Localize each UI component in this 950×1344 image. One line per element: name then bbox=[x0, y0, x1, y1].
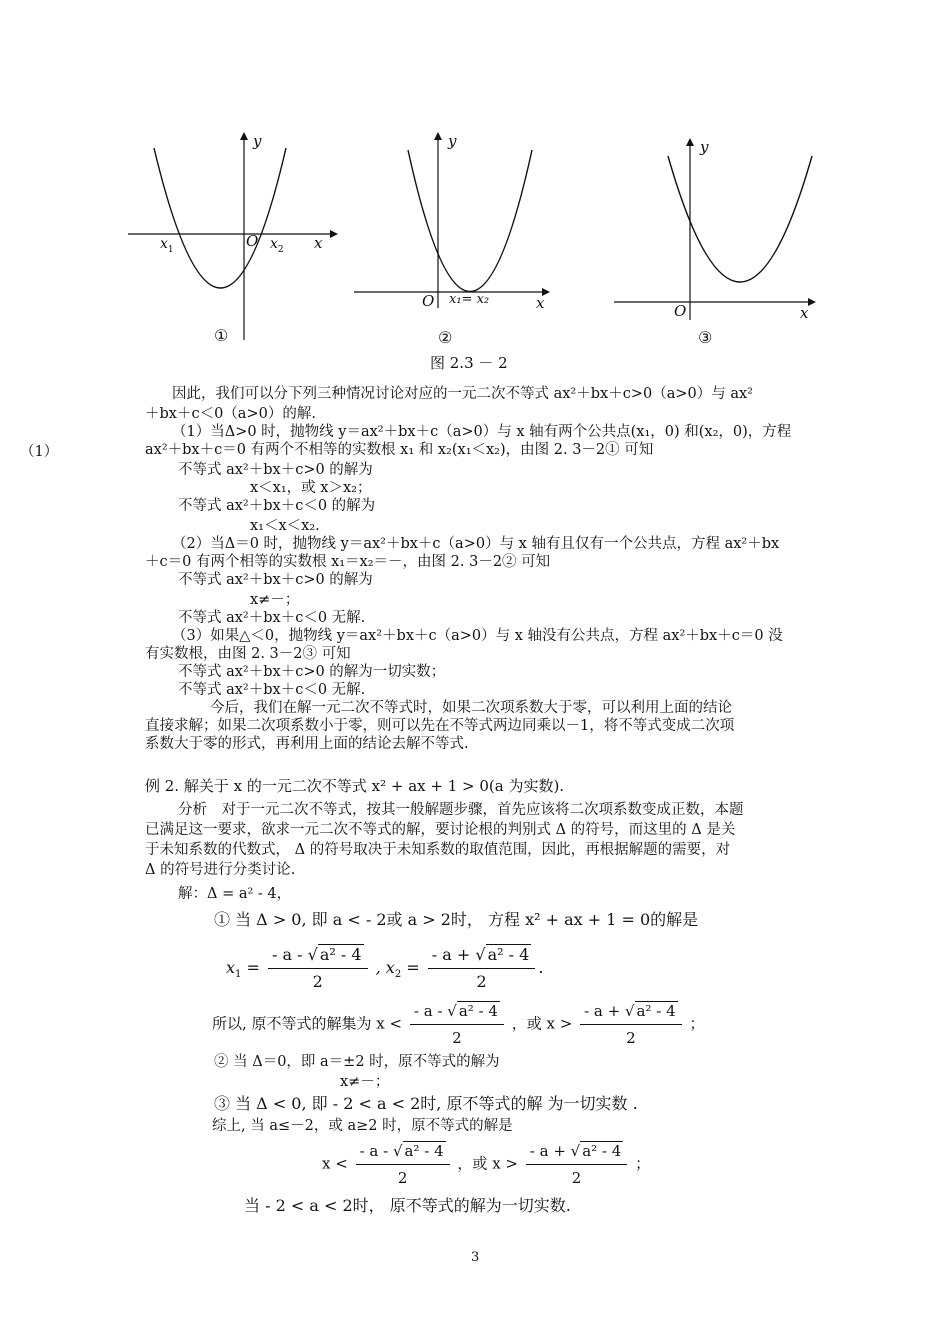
p2-root-label: x₁= x₂ bbox=[449, 292, 490, 307]
summary-last-line: 当 - 2 < a < 2时， 原不等式的解为一切实数. bbox=[244, 1196, 571, 1215]
summary-formula: x < $\frac{\text{- a - √ a² - 4}}{2}$ ，或 x > $\frac{\text{- a + √ a² - 4}}{2}$ ； bbox=[322, 1142, 651, 1187]
case3-line2: 有实数根，由图 2. 3－2③ 可知 bbox=[145, 646, 351, 662]
parabola bbox=[154, 148, 286, 288]
case3-line3: 不等式 ax²＋bx＋c>0 的解为一切实数； bbox=[178, 664, 446, 680]
margin-label: （1） bbox=[20, 444, 59, 460]
example-title: 例 2. 解关于 x 的一元二次不等式 x² + ax + 1 > 0(a 为实数). bbox=[145, 777, 565, 795]
p3-x-label: x bbox=[800, 304, 809, 322]
summary-lower-fraction: $\frac{\text{- a - √ a² - 4}}{2}$ bbox=[356, 1140, 450, 1189]
case1-heading: ① 当 Δ > 0, 即 a < - 2或 a > 2时， 方程 x² + ax + 1 = 0的解是 bbox=[214, 910, 699, 929]
case3-line4: 不等式 ax²＋bx＋c＜0 无解. bbox=[178, 682, 366, 698]
case2-line1: （2）当Δ＝0 时，抛物线 y＝ax²＋bx＋c（a>0）与 x 轴有且仅有一个公共点，方程 ax²＋bx bbox=[172, 536, 780, 552]
case3-line1: （3）如果△＜0，抛物线 y＝ax²＋bx＋c（a>0）与 x 轴没有公共点，方程 ax²＋bx＋c＝0 没 bbox=[172, 628, 783, 644]
bound-lower-fraction: $\frac{\text{- a - √ a² - 4}}{2}$ bbox=[410, 1000, 504, 1049]
p3-y-label: y bbox=[700, 138, 709, 156]
case2-line5: 不等式 ax²＋bx＋c＜0 无解. bbox=[178, 610, 366, 626]
figure-caption: 图 2.3 － 2 bbox=[430, 354, 508, 372]
analysis-line2: 已满足这一要求，欲求一元二次不等式的解，要讨论根的判别式 Δ 的符号，而这里的 Δ 是关 bbox=[145, 822, 736, 838]
roots-formula: $x_1$ = $\frac{\text{- a - √ a² - 4}}{2}$ , $x_2$ = $\frac{\text{- a + √ a² - 4}}{2}$ . bbox=[226, 945, 544, 991]
case1-line5: 不等式 ax²＋bx＋c＜0 的解为 bbox=[178, 498, 376, 514]
case1-line4: x＜x₁，或 x＞x₂； bbox=[250, 480, 372, 496]
case1-line3: 不等式 ax²＋bx＋c>0 的解为 bbox=[178, 462, 373, 478]
note-line1: 今后，我们在解一元二次不等式时，如果二次项系数大于零，可以利用上面的结论 bbox=[210, 700, 732, 716]
root2-fraction: $\frac{\text{- a + √ a² - 4}}{2}$ bbox=[428, 944, 536, 993]
solution-set-line: 所以, 原不等式的解集为 x < $\frac{\text{- a - √ a² - 4}}{2}$ ，或 x > $\frac{\text{- a + √ a² - 4}}{2}$ ； bbox=[212, 1002, 705, 1047]
body-p1: 因此，我们可以分下列三种情况讨论对应的一元二次不等式 ax²＋bx＋c>0（a>0）与 ax² bbox=[172, 386, 753, 402]
p1-y-label: y bbox=[253, 132, 262, 150]
analysis-line1: 分析 对于一元二次不等式，按其一般解题步骤，首先应该将二次项系数变成正数，本题 bbox=[178, 802, 744, 818]
p2-x-label: x bbox=[536, 294, 545, 312]
case1-line1: （1）当Δ>0 时，抛物线 y＝ax²＋bx＋c（a>0）与 x 轴有两个公共点(x₁，0) 和(x₂，0)，方程 bbox=[172, 424, 792, 440]
figure-panel-3 bbox=[612, 128, 822, 328]
p1-number: ① bbox=[214, 326, 229, 345]
p2-y-label: y bbox=[448, 132, 457, 150]
page-number: 3 bbox=[471, 1250, 480, 1265]
case3-example-line: ③ 当 Δ < 0, 即 - 2 < a < 2时, 原不等式的解 为一切实数 . bbox=[214, 1094, 638, 1113]
case1-line6: x₁＜x＜x₂. bbox=[250, 518, 320, 534]
case2-line3: 不等式 ax²＋bx＋c>0 的解为 bbox=[178, 572, 373, 588]
note-line2: 直接求解；如果二次项系数小于零，则可以先在不等式两边同乘以－1，将不等式变成二次项 bbox=[145, 718, 735, 734]
root1-fraction: $\frac{\text{- a - √ a² - 4}}{2}$ bbox=[268, 944, 368, 993]
case2-line4: x≠－； bbox=[250, 592, 300, 608]
p2-number: ② bbox=[438, 328, 453, 347]
body-p1b: ＋bx＋c＜0（a>0）的解. bbox=[145, 406, 316, 422]
summary-line1: 综上, 当 a≤－2，或 a≥2 时，原不等式的解是 bbox=[212, 1118, 513, 1134]
parabola bbox=[408, 150, 532, 292]
p1-origin-label: O bbox=[246, 232, 259, 250]
p1-x2-label: $x_2$ bbox=[270, 236, 284, 255]
p2-origin-label: O bbox=[422, 292, 435, 310]
analysis-line4: Δ 的符号进行分类讨论. bbox=[145, 862, 296, 878]
p1-x-label: x bbox=[314, 234, 323, 252]
figure-panel-1 bbox=[120, 128, 340, 348]
analysis-line3: 于未知系数的代数式， Δ 的符号取决于未知系数的取值范围，因此，再根据解题的需要，对 bbox=[145, 842, 731, 858]
p1-x1-label: $x_1$ bbox=[160, 236, 174, 255]
case2-example-line2: x≠－； bbox=[340, 1074, 390, 1090]
p3-origin-label: O bbox=[674, 302, 687, 320]
note-line3: 系数大于零的形式，再利用上面的结论去解不等式. bbox=[145, 736, 469, 752]
solution-start: 解：Δ = a² - 4， bbox=[178, 886, 292, 902]
figure-panel-2 bbox=[350, 128, 560, 318]
case2-line2: ＋c＝0 有两个相等的实数根 x₁＝x₂＝－，由图 2. 3－2② 可知 bbox=[145, 554, 551, 570]
summary-upper-fraction: $\frac{\text{- a + √ a² - 4}}{2}$ bbox=[526, 1140, 628, 1189]
case2-example-line1: ② 当 Δ＝0，即 a＝±2 时，原不等式的解为 bbox=[214, 1054, 500, 1070]
bound-upper-fraction: $\frac{\text{- a + √ a² - 4}}{2}$ bbox=[580, 1000, 682, 1049]
p3-number: ③ bbox=[698, 328, 713, 347]
case1-line2: ax²＋bx＋c＝0 有两个不相等的实数根 x₁ 和 x₂(x₁＜x₂)，由图 2. 3－2① 可知 bbox=[145, 442, 654, 458]
